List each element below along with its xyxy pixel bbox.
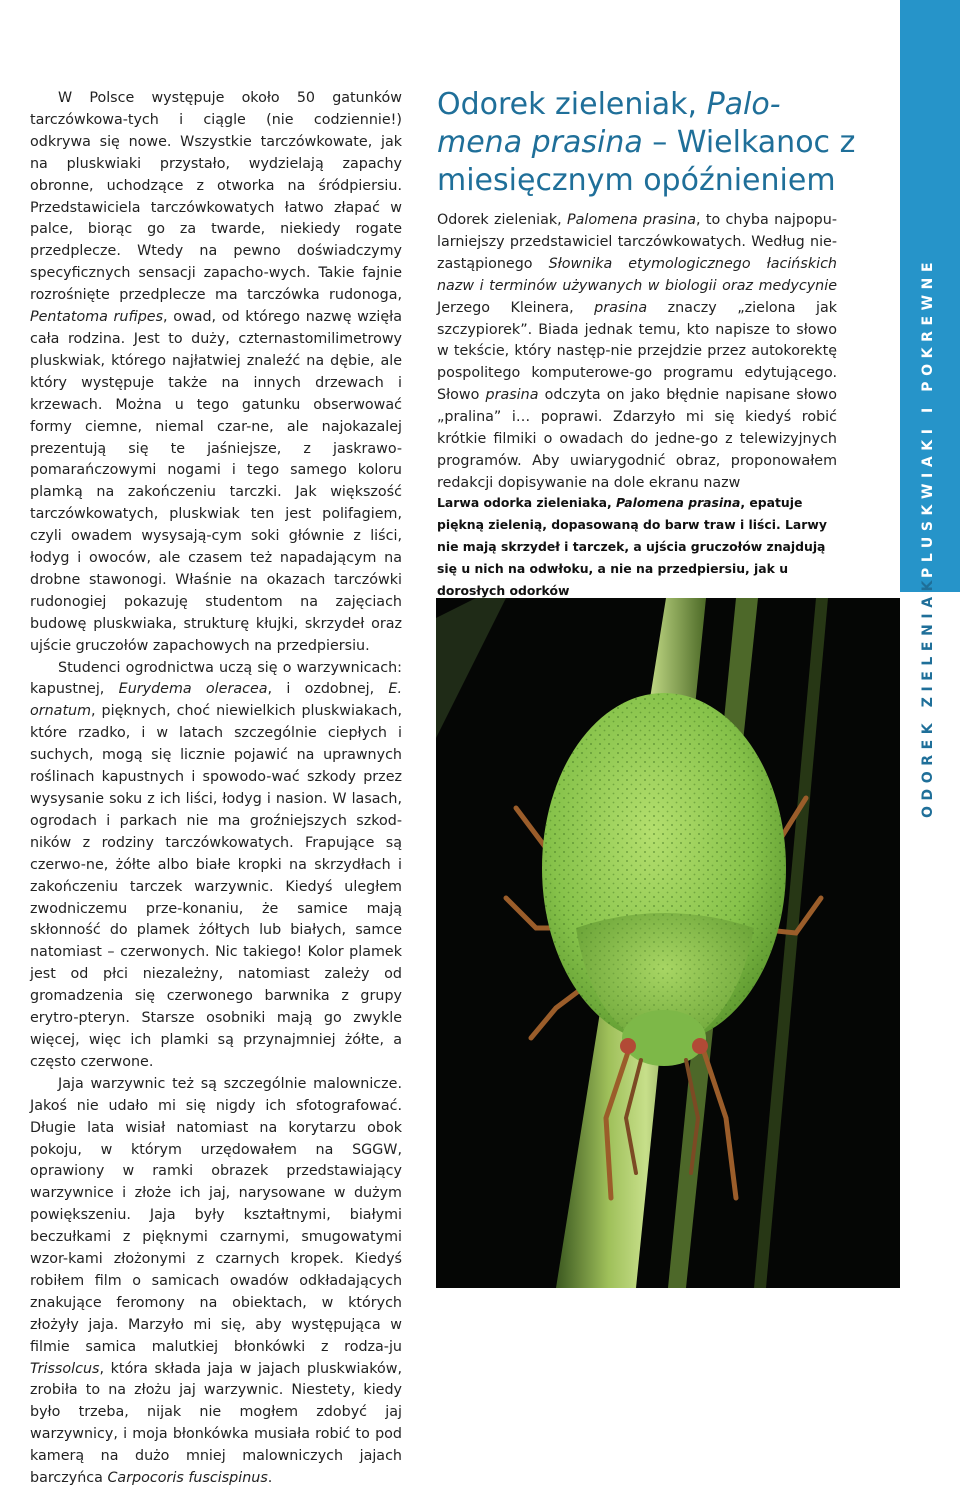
section-label: PLUSKWIAKI I POKREWNE	[920, 256, 936, 578]
paragraph-3: Jaja warzywnic też są szczególnie malownicze. Jakoś nie udało mi się nigdy ich sfotografować. Długie lata wisiał natomiast na korytarzu obok pokoju, w którym urzędowałem na SGGW, oprawiony w ramki obrazek przedstawiający warzywnice i złoże ich jaj, narysowane w dużym powiększeniu. Jaja były kształtnymi, białymi beczułkami z pięknymi czarnymi, smugowatymi wzor-kami złożonymi z czarnych kropek. Kiedyś robiłem film o samicach owadów odkładających znakujące feromony na obiektach, w których złożyły jaja. Marzyło mi się, aby występująca w filmie samica malutkiej błonkówki z rodza-ju Trissolcus, która składa jaja w jajach pluskwiaków, zrobiła to na złożu jaj warzywnic. Niestety, kiedy było trzeba, nijak nie mogłem zdobyć jaj warzywnicy, i moja błonkówka musiała robić to pod kamerą na dużo mniej malowniczych jajach barczyńca Carpocoris fuscispinus.	[30, 1075, 402, 1487]
article-title: Odorek zieleniak, Palo-mena prasina – Wielkanoc z miesięcznym opóźnieniem	[437, 87, 856, 198]
right-column	[437, 210, 837, 495]
left-column	[30, 88, 402, 1490]
bug-eye-left	[620, 1038, 636, 1054]
bug-eye-right	[692, 1038, 708, 1054]
bug-head	[622, 1010, 706, 1066]
grass-blade-left	[436, 598, 506, 738]
shield-bug-illustration	[436, 598, 900, 1288]
paragraph-2: Studenci ogrodnictwa uczą się o warzywnicach: kapustnej, Eurydema oleracea, i ozdobnej, E. ornatum, pięknych, choć niewielkich pluskwiakach, które rzadko, i w latach szczególnie ciepłych i suchych, mogą się licznie pojawić na uprawnych roślinach kapustnych i spowodo-wać szkody przez wysysanie soku z ich liści, łodyg i nasion. W lasach, ogrodach i parkach nie ma groźniejszych szkod-ników z rodziny tarczówkowatych. Frapujące są czerwo-ne, żółte albo białe kropki na skrzydłach i zakończeniu tarczek warzywnic. Kiedyś uległem zwodniczemu prze-konaniu, że samice mają skłonność do plamek żółtych lub białych, samce natomiast – czerwonych. Nic takiego! Kolor plamek jest od płci niezależny, natomiast zależy od gromadzenia się czerwonego barwnika z grupy erytro-pteryn. Starsze osobniki mają go zwykle więcej, więc ich plamki są przynajmniej żółte, a często czerwone.	[30, 659, 402, 1070]
article-body: Odorek zieleniak, Palomena prasina, to chyba najpopu-larniejszy przedstawiciel tarczówkowatych. Według nie-zastąpionego Słownika etymologicznego łacińskich nazw i terminów używanych w biologii oraz medycynie Jerzego Kleinera, prasina znaczy „zielona jak szczypiorek”. Biada jednak temu, kto napisze to słowo w tekście, który następ-nie przejdzie przez autokorektę pospolitego komputerowe-go programu edytującego. Słowo prasina odczyta on jako błędnie napisane słowo „pralina” i… poprawi. Zdarzyło mi się kiedyś robić krótkie filmiki o owadach do jedne-go z telewizyjnych programów. Aby uwiarygodnić obraz, proponowałem redakcji dopisywanie na dole ekranu nazw	[437, 212, 837, 491]
photo-caption: Larwa odorka zieleniaka, Palomena prasina, epatuje piękną zielenią, dopasowaną do barw traw i liści. Larwy nie mają skrzydeł i tarczek, a ujścia gruczołów znajdują się u nich na odwłoku, a nie na przedpiersiu, jak u dorosłych odorków	[437, 495, 827, 598]
paragraph-1: W Polsce występuje około 50 gatunków tarczówkowa-tych i ciągle (nie codziennie!) odkrywa się nowe. Wszystkie tarczówkowate, jak na pluskwiaki przystało, wydzielają zapachy obronne, uchodzące z otworka na śródpiersiu. Przedstawiciela tarczówkowatych łatwo złapać w palce, biorąc go za twarde, niekiedy rogate przedplecze. Wtedy na pewno doświadczymy specyficznych sensacji zapacho-wych. Takie fajnie rozrośnięte przedplecze ma tarczówka rudonoga, Pentatoma rufipes, owad, od którego nazwę wzięła cała rodzina. Jest to duży, czternastomilimetrowy pluskwiak, którego najłatwiej znaleźć na dębie, ale który występuje także na innych drzewach i krzewach. Można u tego gatunku obserwować formy ciemne, niemal czar-ne, ale najokazalej prezentują się te jaśniejsze, z jaskrawo-pomarańczowymi nogami i tego samego koloru plamką na zakończeniu tarczki. Jak większość tarczówkowatych, pluskwiak ten jest polifagiem, czyli owadem wysysają-cym soki głównie z liści, łodyg i owoców, ale czasem też napadającym na drobne stawonogi. Właśnie na okazach tarczówki rudonogiej pokazuję studentom na zajęciach budowę pluskwiaka, strukturę kłujki, skrzydeł oraz ujście gruczołów zapachowych na przedpiersiu.	[30, 90, 402, 654]
article-label: ODOREK ZIELENIAK	[920, 574, 936, 818]
bug-photo	[436, 598, 900, 1288]
